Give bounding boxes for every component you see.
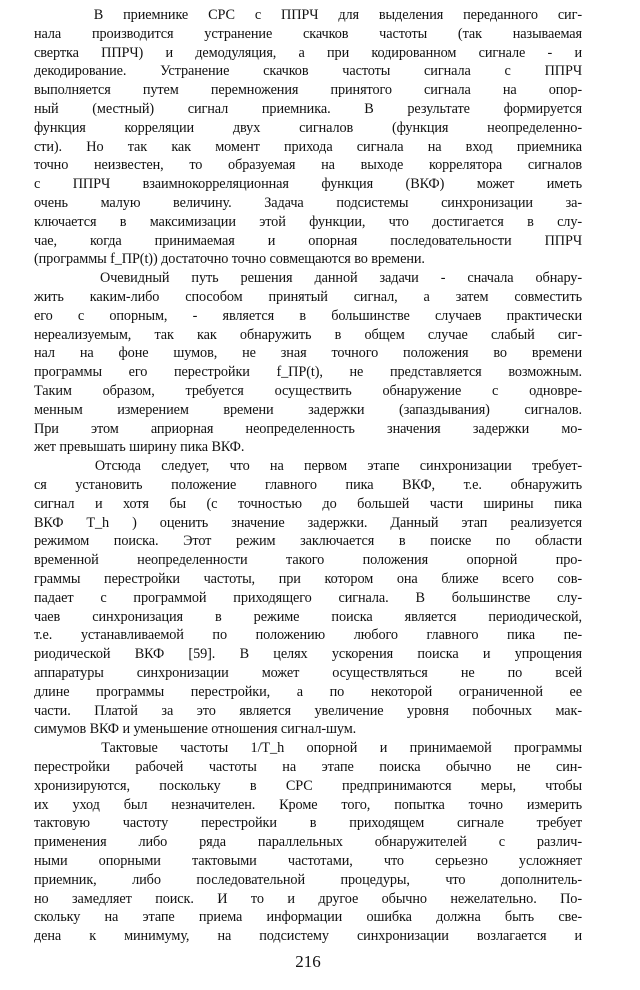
text-line: Тактовые частоты 1/T_h опорной и принимаемой программы	[34, 740, 582, 757]
text-line: программы его перестройки f_ПР(t), не представляется возможным.	[34, 364, 582, 381]
text-line: свертка ППРЧ) и демодуляция, а при кодированном сигнале - и	[34, 44, 582, 61]
text-line: нереализуемым, так как обнаружить в общем случае слабый сиг-	[34, 326, 582, 343]
text-line: точно неизвестен, то образуемая на выходе коррелятора сигналов	[34, 157, 582, 174]
text-line: нала производится устранение скачков частоты (так называемая	[34, 25, 582, 42]
text-line: ными опорными тактовыми частотами, что серьезно усложняет	[34, 853, 582, 869]
text-line: применения либо ряда параллельных обнаружителей с различ-	[34, 834, 582, 851]
text-line: его с опорным, - является в большинстве случаев практически	[34, 307, 582, 324]
text-line: чаев синхронизация в режиме поиска является периодической,	[34, 608, 582, 625]
text-line: риодической ВКФ [59]. В целях ускорения поиска и упрощения	[34, 646, 582, 663]
text-line: падает с программой приходящего сигнала. В большинстве слу-	[34, 589, 582, 606]
text-line: выполняется путем перемножения принятого сигнала на опор-	[34, 82, 582, 99]
text-line: ВКФ T_h ) оценить значение задержки. Данный этап реализуется	[34, 514, 582, 531]
text-line: длине программы перестройки, а по некоторой ограниченной ее	[34, 683, 582, 700]
text-line: аппаратуры синхронизации может осуществляться не по всей	[34, 665, 582, 681]
text-line: тактовую частоту перестройки в приходящем сигнале требует	[34, 815, 582, 832]
page-number: 216	[295, 952, 321, 971]
text-line: функция корреляции двух сигналов (функция неопределенно-	[34, 119, 582, 136]
text-line: перестройки рабочей частоты на этапе поиска обычно не син-	[34, 759, 582, 775]
text-line: т.е. устанавливаемой по положению любого главного пика пе-	[34, 627, 582, 644]
text-line: части. Платой за это является увеличение уровня побочных мак-	[34, 702, 582, 719]
text-line: нал на фоне шумов, не зная точного положения во времени	[34, 345, 582, 362]
text-line: дена к минимуму, на подсистему синхронизации возлагается и	[34, 928, 582, 945]
text-line: Отсюда следует, что на первом этапе синхронизации требует-	[34, 458, 582, 475]
text-line: ный (местный) сигнал приемника. В результате формируется	[34, 101, 582, 117]
text-line: режимом поиска. Этот режим заключается в поиске по области	[34, 533, 582, 550]
text-line: приемник, либо последовательной процедуры, что дополнитель-	[34, 871, 582, 888]
text-line: декодирование. Устранение скачков частоты сигнала с ППРЧ	[34, 63, 582, 80]
text-line: хронизируются, поскольку в СРС предпринимаются меры, чтобы	[34, 777, 582, 794]
text-line: Таким образом, требуется осуществить обнаружение с одновре-	[34, 383, 582, 399]
text-line: чае, когда принимаемая и опорная последовательности ППРЧ	[34, 232, 582, 249]
text-line: граммы перестройки частоты, при котором она ближе всего сов-	[34, 571, 582, 587]
text-line: В приемнике СРС с ППРЧ для выделения переданного сиг-	[34, 7, 582, 23]
text-line: менным измерением времени задержки (запаздывания) сигналов.	[34, 401, 582, 418]
text-line: Очевидный путь решения данной задачи - сначала обнару-	[34, 270, 582, 287]
text-line: сти). Но так как момент прихода сигнала на вход приемника	[34, 138, 582, 155]
text-line: скольку на этапе приема информации ошибка должна быть све-	[34, 909, 582, 926]
text-line: жить каким-либо способом принятый сигнал, а затем совместить	[34, 289, 582, 305]
text-line: жет превышать ширину пика ВКФ.	[34, 439, 245, 456]
text-line: временной неопределенности такого положения опорной про-	[34, 552, 582, 569]
text-line: ся установить положение главного пика ВКФ, т.е. обнаружить	[34, 477, 582, 493]
text-line: их уход был незначителен. Кроме того, попытка точно измерить	[34, 796, 582, 813]
text-line: При этом априорная неопределенность значения задержки мо-	[34, 420, 582, 437]
text-line: сигнал и хотя бы (с точностью до большей части ширины пика	[34, 495, 582, 512]
text-line: (программы f_ПР(t)) достаточно точно совмещаются во времени.	[34, 251, 425, 268]
book-page	[34, 6, 582, 982]
text-line: симумов ВКФ и уменьшение отношения сигнал-шум.	[34, 721, 357, 738]
text-line: с ППРЧ взаимнокорреляционная функция (ВКФ) может иметь	[34, 176, 582, 193]
text-line: но замедляет поиск. И то и другое обычно нежелательно. По-	[34, 890, 582, 907]
text-line: ключается в максимизации этой функции, что достигается в слу-	[34, 213, 582, 230]
text-line: очень малую величину. Задача подсистемы синхронизации за-	[34, 195, 582, 211]
